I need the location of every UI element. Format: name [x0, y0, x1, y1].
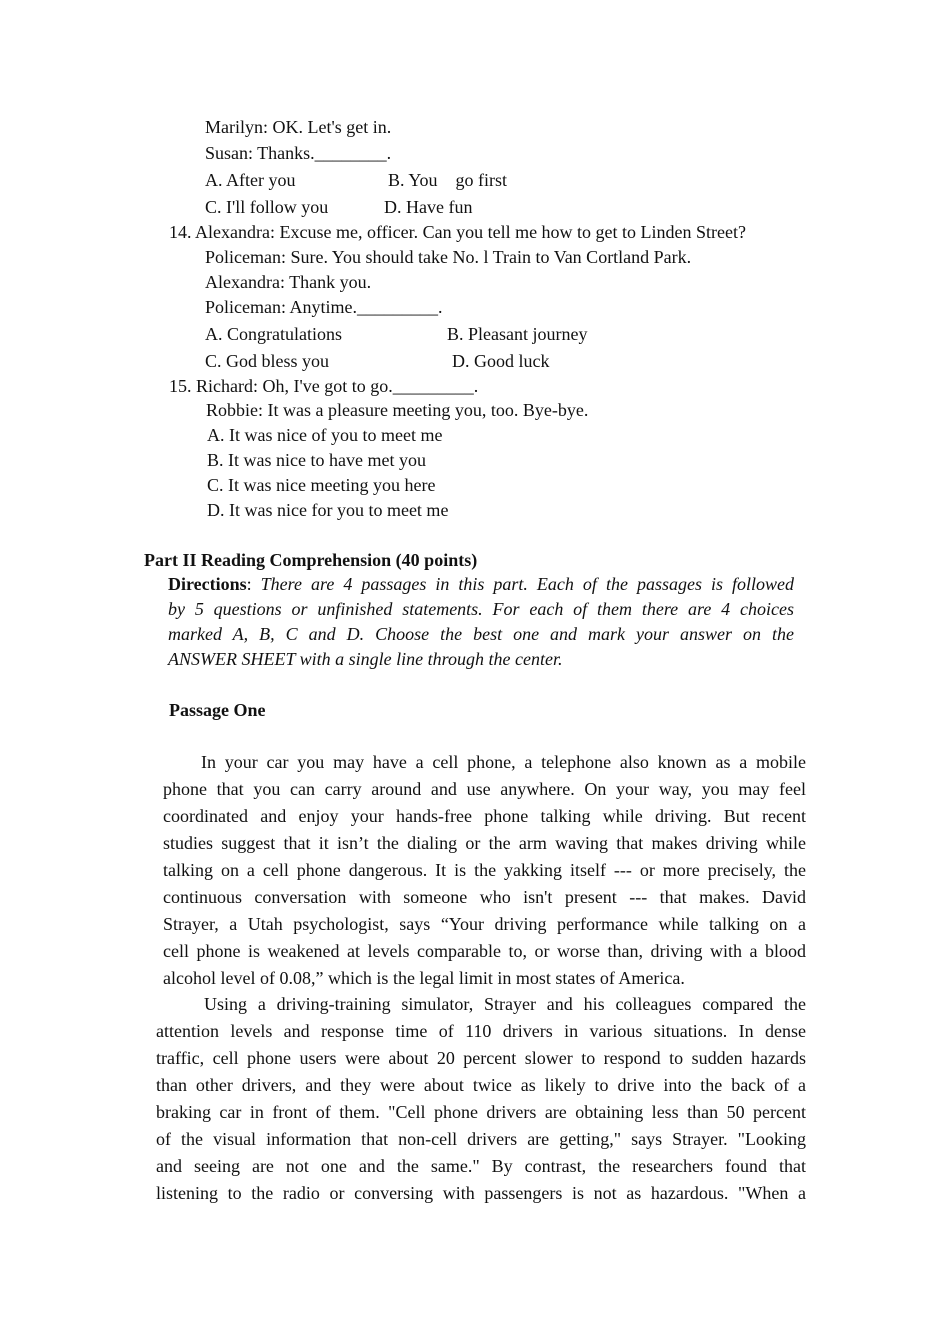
q15-option-c: C. It was nice meeting you here [207, 475, 436, 495]
q15-option-a: A. It was nice of you to meet me [207, 425, 443, 445]
p1-line-3: coordinated and enjoy your hands-free phone talking while driving. But recent [163, 806, 806, 826]
p2-line-4: than other drivers, and they were about twice as likely to drive into the back of a [156, 1075, 806, 1095]
q13-option-d: D. Have fun [384, 197, 473, 217]
p2-line-1: Using a driving-training simulator, Strayer and his colleagues compared the [204, 994, 806, 1014]
p1-line-8: cell phone is weakened at levels comparable to, or worse than, driving with a blood [163, 941, 806, 961]
q13-dialogue-line-2: Susan: Thanks.________. [205, 143, 392, 163]
q15-stem: 15. Richard: Oh, I've got to go._________. [169, 376, 479, 396]
p2-line-7: and seeing are not one and the same." By contrast, the researchers found that [156, 1156, 806, 1176]
p2-line-3: traffic, cell phone users were about 20 percent slower to respond to sudden hazards [156, 1048, 806, 1068]
q14-dialogue-line-3: Alexandra: Thank you. [205, 272, 372, 292]
p2-line-6: of the visual information that non-cell drivers are getting," says Strayer. "Looking [156, 1129, 806, 1149]
q13-option-a: A. After you [205, 170, 296, 190]
passage-paragraph-1 [163, 749, 806, 992]
passage-title: Passage One [169, 700, 266, 720]
directions-line-3: marked A, B, C and D. Choose the best one and mark your answer on the [168, 624, 794, 644]
p1-line-4: studies suggest that it isn’t the dialing or the arm waving that makes driving while [163, 833, 806, 853]
part2-heading: Part II Reading Comprehension (40 points) [144, 550, 478, 570]
p1-line-9: alcohol level of 0.08,” which is the legal limit in most states of America. [163, 968, 685, 988]
p1-line-2: phone that you can carry around and use anywhere. On your way, you may feel [163, 779, 806, 799]
directions-label: Directions [168, 574, 247, 594]
p1-line-5: talking on a cell phone dangerous. It is the yakking itself --- or more precisely, the [163, 860, 806, 880]
p1-line-1: In your car you may have a cell phone, a telephone also known as a mobile [201, 752, 806, 772]
p1-line-6: continuous conversation with someone who isn't present --- that makes. David [163, 887, 806, 907]
q14-option-b: B. Pleasant journey [447, 324, 588, 344]
q15-option-b: B. It was nice to have met you [207, 450, 426, 470]
q14-dialogue-line-2: Policeman: Sure. You should take No. l Train to Van Cortland Park. [205, 247, 692, 267]
q14-option-a: A. Congratulations [205, 324, 342, 344]
directions-colon: : [246, 574, 261, 594]
p2-line-5: braking car in front of them. "Cell phone drivers are obtaining less than 50 percent [156, 1102, 806, 1122]
q14-option-c: C. God bless you [205, 351, 330, 371]
q14-option-d: D. Good luck [452, 351, 550, 371]
q15-option-d: D. It was nice for you to meet me [207, 500, 449, 520]
p2-line-8: listening to the radio or conversing with passengers is not as hazardous. "When a [156, 1183, 806, 1203]
q15-dialogue-line-2: Robbie: It was a pleasure meeting you, too. Bye-bye. [206, 400, 589, 420]
directions-text-1: There are 4 passages in this part. Each of the passages is followed [260, 574, 794, 594]
directions-line-1 [168, 572, 794, 597]
passage-paragraph-2 [156, 991, 806, 1207]
p2-line-2: attention levels and response time of 110 drivers in various situations. In dense [156, 1021, 806, 1041]
q13-dialogue-line-1: Marilyn: OK. Let's get in. [205, 117, 392, 137]
p1-line-7: Strayer, a Utah psychologist, says “Your driving performance while talking on a [163, 914, 806, 934]
q14-dialogue-line-4: Policeman: Anytime._________. [205, 297, 443, 317]
q13-option-b: B. You go first [388, 170, 508, 190]
q14-stem: 14. Alexandra: Excuse me, officer. Can you tell me how to get to Linden Street? [169, 222, 747, 242]
directions-line-4: ANSWER SHEET with a single line through the center. [168, 649, 563, 669]
directions-block [168, 572, 794, 672]
directions-line-2: by 5 questions or unfinished statements. For each of them there are 4 choices [168, 599, 794, 619]
q13-option-c: C. I'll follow you [205, 197, 329, 217]
